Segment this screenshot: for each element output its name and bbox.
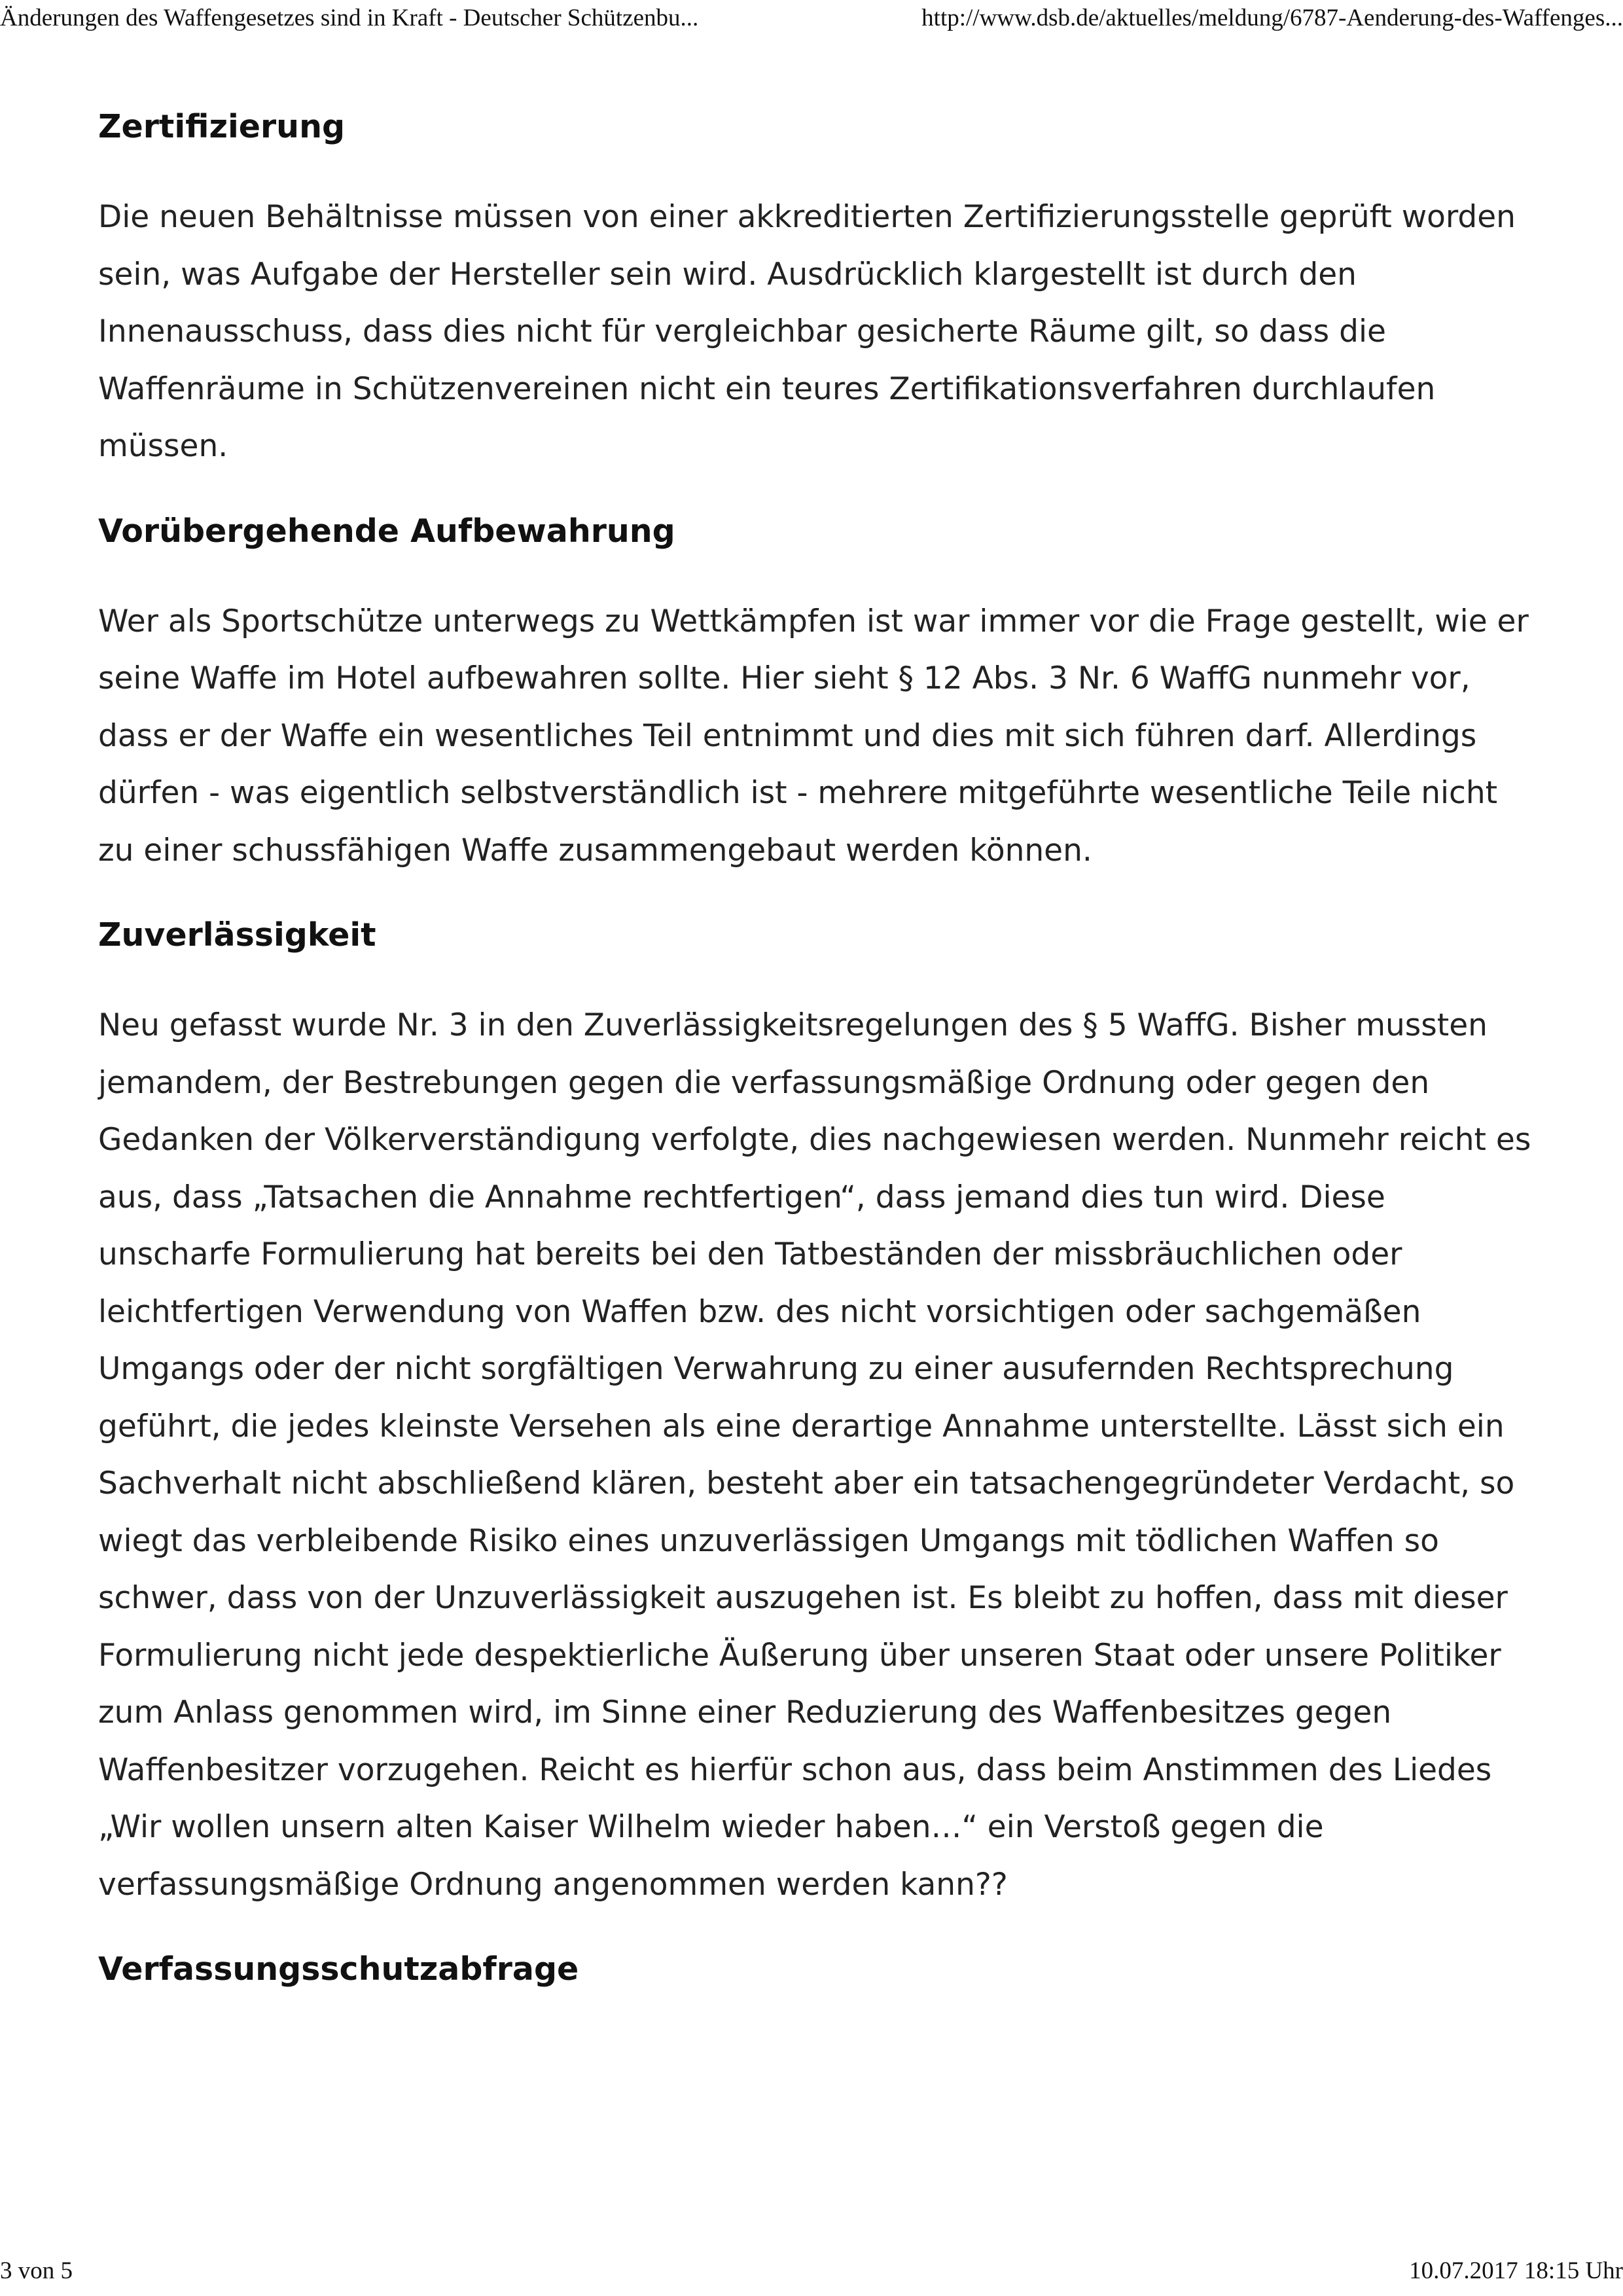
- section-heading-zuverlaessigkeit: Zuverlässigkeit: [98, 916, 376, 954]
- print-footer: [0, 2257, 1623, 2289]
- section-paragraph-zuverlaessigkeit: Neu gefasst wurde Nr. 3 in den Zuverlässigkeitsregelungen des § 5 WaffG. Bisher mussten jemandem, der Bestrebungen gegen die verfassungsmäßige Ordnung oder gegen den Gedanken der Völkerverständigung verfolgte, dies nachgewiesen werden. Nunmehr reicht es aus, dass „Tatsachen die Annahme rechtfertigen“, dass jemand dies tun wird. Diese unscharfe Formulierung hat bereits bei den Tatbeständen der missbräuchlichen oder leichtfertigen Verwendung von Waffen bzw. des nicht vorsichtigen oder sachgemäßen Umgangs oder der nicht sorgfältigen Verwahrung zu einer ausufernden Rechtsprechung geführt, die jedes kleinste Versehen als eine derartige Annahme unterstellte. Lässt sich ein Sachverhalt nicht abschließend klären, besteht aber ein tatsachengegründeter Verdacht, so wiegt das verbleibende Risiko eines unzuverlässigen Umgangs mit tödlichen Waffen so schwer, dass von der Unzuverlässigkeit auszugehen ist. Es bleibt zu hoffen, dass mit dieser Formulierung nicht jede despektierliche Äußerung über unseren Staat oder unsere Politiker zum Anlass genommen wird, im Sinne einer Reduzierung des Waffenbesitzes gegen Waffenbesitzer vorzugehen. Reicht es hierfür schon aus, dass beim Anstimmen des Liedes „Wir wollen unsern alten Kaiser Wilhelm wieder haben…“ ein Verstoß gegen die verfassungsmäßige Ordnung angenommen werden kann??: [98, 1007, 1531, 1903]
- print-header: [0, 0, 1623, 39]
- section-paragraph-voruebergehende-aufbewahrung: Wer als Sportschütze unterwegs zu Wettkämpfen ist war immer vor die Frage gestellt, wie er seine Waffe im Hotel aufbewahren sollte. Hier sieht § 12 Abs. 3 Nr. 6 WaffG nunmehr vor, dass er der Waffe ein wesentliches Teil entnimmt und dies mit sich führen darf. Allerdings dürfen - was eigentlich selbstverständlich ist - mehrere mitgeführte wesentliche Teile nicht zu einer schussfähigen Waffe zusammengebaut werden können.: [98, 603, 1529, 869]
- print-header-page-title: Änderungen des Waffengesetzes sind in Kraft - Deutscher Schützenbu...: [0, 5, 699, 31]
- article-body: [98, 98, 1538, 1998]
- section-heading-voruebergehende-aufbewahrung: Vorübergehende Aufbewahrung: [98, 512, 675, 550]
- print-footer-timestamp: 10.07.2017 18:15 Uhr: [1409, 2257, 1623, 2284]
- print-footer-page-number: 3 von 5: [0, 2257, 73, 2284]
- print-header-url: http://www.dsb.de/aktuelles/meldung/6787-Aenderung-des-Waffenges...: [921, 5, 1623, 31]
- section-heading-verfassungsschutzabfrage: Verfassungsschutzabfrage: [98, 1950, 579, 1988]
- section-heading-zertifizierung: Zertifizierung: [98, 108, 346, 145]
- section-paragraph-zertifizierung: Die neuen Behältnisse müssen von einer akkreditierten Zertifizierungsstelle geprüft worden sein, was Aufgabe der Hersteller sein wird. Ausdrücklich klargestellt ist durch den Innenausschuss, dass dies nicht für vergleichbar gesicherte Räume gilt, so dass die Waffenräume in Schützenvereinen nicht ein teures Zertifikationsverfahren durchlaufen müssen.: [98, 199, 1516, 464]
